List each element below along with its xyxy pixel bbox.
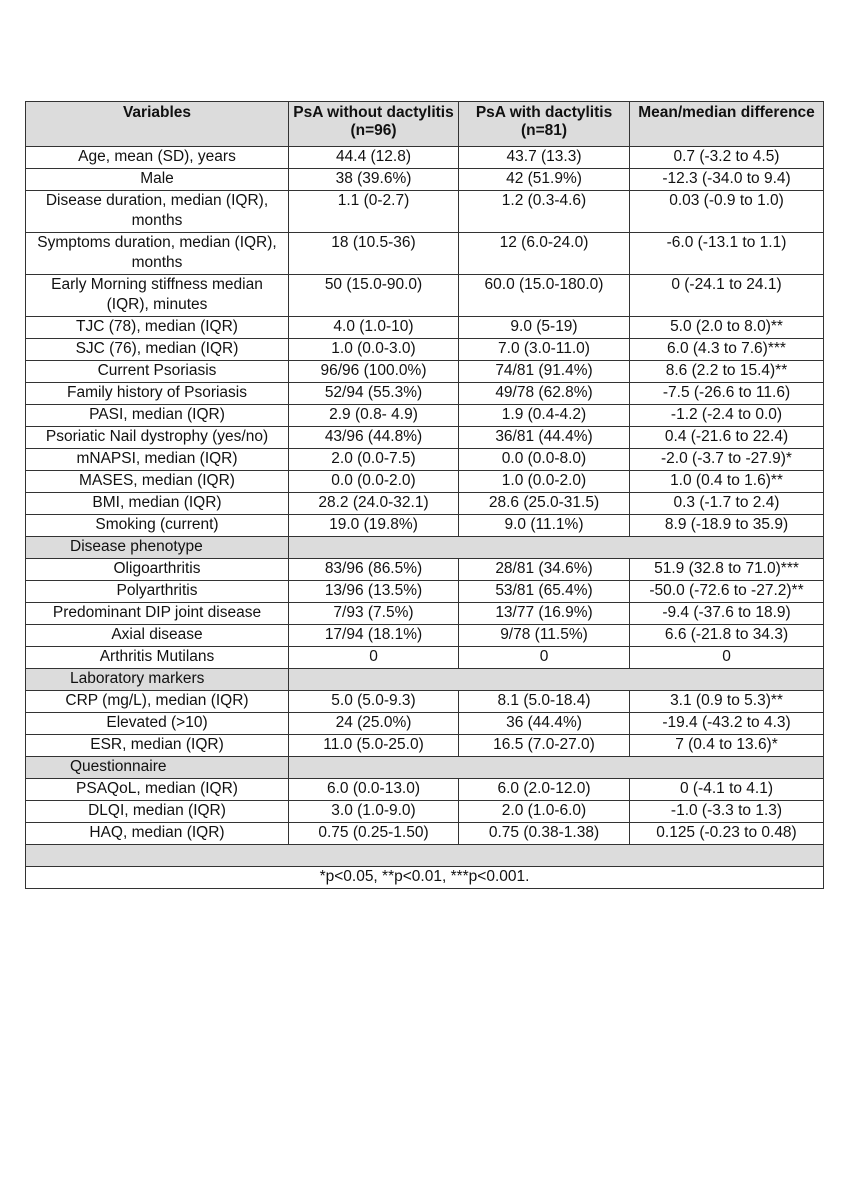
cell-without-dactylitis: 0.0 (0.0-2.0) (289, 471, 459, 493)
table-row (26, 427, 824, 449)
cell-variable: SJC (76), median (IQR) (26, 339, 289, 361)
cell-difference: -12.3 (-34.0 to 9.4) (630, 169, 824, 191)
cell-difference: 0.4 (-21.6 to 22.4) (630, 427, 824, 449)
cell-without-dactylitis: 3.0 (1.0-9.0) (289, 801, 459, 823)
cell-with-dactylitis: 0 (459, 647, 630, 669)
cell-variable: BMI, median (IQR) (26, 493, 289, 515)
cell-with-dactylitis: 28/81 (34.6%) (459, 559, 630, 581)
cell-with-dactylitis: 2.0 (1.0-6.0) (459, 801, 630, 823)
cell-with-dactylitis: 49/78 (62.8%) (459, 383, 630, 405)
cell-with-dactylitis: 16.5 (7.0-27.0) (459, 735, 630, 757)
cell-with-dactylitis: 36 (44.4%) (459, 713, 630, 735)
header-difference: Mean/median difference (630, 102, 824, 147)
cell-difference: 0 (-24.1 to 24.1) (630, 275, 824, 317)
cell-without-dactylitis: 11.0 (5.0-25.0) (289, 735, 459, 757)
cell-with-dactylitis: 36/81 (44.4%) (459, 427, 630, 449)
cell-variable: Early Morning stiffness median (IQR), minutes (26, 275, 289, 317)
cell-variable: Current Psoriasis (26, 361, 289, 383)
cell-without-dactylitis: 52/94 (55.3%) (289, 383, 459, 405)
cell-difference: -2.0 (-3.7 to -27.9)* (630, 449, 824, 471)
cell-without-dactylitis: 0 (289, 647, 459, 669)
table-row (26, 233, 824, 275)
cell-with-dactylitis: 60.0 (15.0-180.0) (459, 275, 630, 317)
cell-variable: Family history of Psoriasis (26, 383, 289, 405)
cell-difference: 0.03 (-0.9 to 1.0) (630, 191, 824, 233)
section-label: Disease phenotype (26, 537, 289, 559)
table-row (26, 449, 824, 471)
cell-without-dactylitis: 4.0 (1.0-10) (289, 317, 459, 339)
cell-without-dactylitis: 17/94 (18.1%) (289, 625, 459, 647)
table-row (26, 383, 824, 405)
cell-with-dactylitis: 0.75 (0.38-1.38) (459, 823, 630, 845)
cell-difference: 0.125 (-0.23 to 0.48) (630, 823, 824, 845)
table-row (26, 471, 824, 493)
cell-variable: PSAQoL, median (IQR) (26, 779, 289, 801)
results-table (25, 101, 824, 889)
table-row (26, 603, 824, 625)
table-row (26, 779, 824, 801)
section-row (26, 537, 824, 559)
cell-difference: -9.4 (-37.6 to 18.9) (630, 603, 824, 625)
table-row (26, 713, 824, 735)
header-without-dactylitis: PsA without dactylitis (n=96) (289, 102, 459, 147)
cell-variable: Disease duration, median (IQR), months (26, 191, 289, 233)
cell-with-dactylitis: 43.7 (13.3) (459, 147, 630, 169)
cell-with-dactylitis: 7.0 (3.0-11.0) (459, 339, 630, 361)
cell-with-dactylitis: 8.1 (5.0-18.4) (459, 691, 630, 713)
cell-variable: Arthritis Mutilans (26, 647, 289, 669)
section-row (26, 757, 824, 779)
cell-variable: HAQ, median (IQR) (26, 823, 289, 845)
section-row (26, 669, 824, 691)
section-label: Questionnaire (26, 757, 289, 779)
cell-with-dactylitis: 6.0 (2.0-12.0) (459, 779, 630, 801)
table-row (26, 735, 824, 757)
cell-without-dactylitis: 2.9 (0.8- 4.9) (289, 405, 459, 427)
cell-with-dactylitis: 53/81 (65.4%) (459, 581, 630, 603)
section-filler (289, 537, 824, 559)
cell-variable: Axial disease (26, 625, 289, 647)
cell-difference: 8.6 (2.2 to 15.4)** (630, 361, 824, 383)
table-header-row (26, 102, 824, 147)
section-filler (289, 669, 824, 691)
table-row (26, 275, 824, 317)
blank-row (26, 845, 824, 867)
cell-without-dactylitis: 1.1 (0-2.7) (289, 191, 459, 233)
cell-difference: -7.5 (-26.6 to 11.6) (630, 383, 824, 405)
table-row (26, 405, 824, 427)
cell-variable: Age, mean (SD), years (26, 147, 289, 169)
cell-variable: CRP (mg/L), median (IQR) (26, 691, 289, 713)
cell-difference: 6.6 (-21.8 to 34.3) (630, 625, 824, 647)
table-row (26, 647, 824, 669)
cell-difference: -50.0 (-72.6 to -27.2)** (630, 581, 824, 603)
cell-without-dactylitis: 5.0 (5.0-9.3) (289, 691, 459, 713)
cell-with-dactylitis: 13/77 (16.9%) (459, 603, 630, 625)
table-row (26, 169, 824, 191)
table-row (26, 691, 824, 713)
cell-with-dactylitis: 28.6 (25.0-31.5) (459, 493, 630, 515)
cell-variable: MASES, median (IQR) (26, 471, 289, 493)
table-row (26, 147, 824, 169)
cell-without-dactylitis: 6.0 (0.0-13.0) (289, 779, 459, 801)
table-row (26, 515, 824, 537)
table-body (26, 147, 824, 889)
cell-variable: mNAPSI, median (IQR) (26, 449, 289, 471)
table-row (26, 493, 824, 515)
cell-variable: Predominant DIP joint disease (26, 603, 289, 625)
cell-without-dactylitis: 7/93 (7.5%) (289, 603, 459, 625)
cell-variable: ESR, median (IQR) (26, 735, 289, 757)
cell-difference: 3.1 (0.9 to 5.3)** (630, 691, 824, 713)
cell-with-dactylitis: 12 (6.0-24.0) (459, 233, 630, 275)
cell-difference: -1.2 (-2.4 to 0.0) (630, 405, 824, 427)
cell-without-dactylitis: 2.0 (0.0-7.5) (289, 449, 459, 471)
cell-with-dactylitis: 74/81 (91.4%) (459, 361, 630, 383)
cell-without-dactylitis: 83/96 (86.5%) (289, 559, 459, 581)
cell-variable: Polyarthritis (26, 581, 289, 603)
section-filler (289, 757, 824, 779)
table-row (26, 191, 824, 233)
header-with-dactylitis: PsA with dactylitis (n=81) (459, 102, 630, 147)
table-row (26, 339, 824, 361)
table-row (26, 625, 824, 647)
cell-variable: TJC (78), median (IQR) (26, 317, 289, 339)
cell-without-dactylitis: 13/96 (13.5%) (289, 581, 459, 603)
table-row (26, 361, 824, 383)
cell-with-dactylitis: 0.0 (0.0-8.0) (459, 449, 630, 471)
cell-without-dactylitis: 1.0 (0.0-3.0) (289, 339, 459, 361)
cell-with-dactylitis: 9.0 (5-19) (459, 317, 630, 339)
cell-difference: -6.0 (-13.1 to 1.1) (630, 233, 824, 275)
cell-difference: 8.9 (-18.9 to 35.9) (630, 515, 824, 537)
blank-cell (26, 845, 824, 867)
cell-variable: Symptoms duration, median (IQR), months (26, 233, 289, 275)
cell-with-dactylitis: 1.2 (0.3-4.6) (459, 191, 630, 233)
cell-without-dactylitis: 96/96 (100.0%) (289, 361, 459, 383)
cell-variable: PASI, median (IQR) (26, 405, 289, 427)
cell-without-dactylitis: 0.75 (0.25-1.50) (289, 823, 459, 845)
cell-without-dactylitis: 38 (39.6%) (289, 169, 459, 191)
table-row (26, 559, 824, 581)
cell-with-dactylitis: 9.0 (11.1%) (459, 515, 630, 537)
cell-difference: 1.0 (0.4 to 1.6)** (630, 471, 824, 493)
table-row (26, 581, 824, 603)
cell-difference: 51.9 (32.8 to 71.0)*** (630, 559, 824, 581)
cell-difference: -1.0 (-3.3 to 1.3) (630, 801, 824, 823)
cell-difference: -19.4 (-43.2 to 4.3) (630, 713, 824, 735)
cell-without-dactylitis: 24 (25.0%) (289, 713, 459, 735)
table-row (26, 317, 824, 339)
cell-without-dactylitis: 50 (15.0-90.0) (289, 275, 459, 317)
cell-with-dactylitis: 9/78 (11.5%) (459, 625, 630, 647)
cell-without-dactylitis: 28.2 (24.0-32.1) (289, 493, 459, 515)
cell-difference: 0 (-4.1 to 4.1) (630, 779, 824, 801)
cell-variable: DLQI, median (IQR) (26, 801, 289, 823)
cell-with-dactylitis: 1.0 (0.0-2.0) (459, 471, 630, 493)
cell-variable: Psoriatic Nail dystrophy (yes/no) (26, 427, 289, 449)
cell-with-dactylitis: 42 (51.9%) (459, 169, 630, 191)
cell-without-dactylitis: 18 (10.5-36) (289, 233, 459, 275)
cell-variable: Smoking (current) (26, 515, 289, 537)
cell-difference: 6.0 (4.3 to 7.6)*** (630, 339, 824, 361)
table-row (26, 823, 824, 845)
cell-difference: 0 (630, 647, 824, 669)
cell-without-dactylitis: 43/96 (44.8%) (289, 427, 459, 449)
cell-difference: 5.0 (2.0 to 8.0)** (630, 317, 824, 339)
header-variables: Variables (26, 102, 289, 147)
cell-without-dactylitis: 44.4 (12.8) (289, 147, 459, 169)
cell-variable: Male (26, 169, 289, 191)
table-row (26, 801, 824, 823)
section-label: Laboratory markers (26, 669, 289, 691)
cell-difference: 0.7 (-3.2 to 4.5) (630, 147, 824, 169)
cell-difference: 0.3 (-1.7 to 2.4) (630, 493, 824, 515)
cell-variable: Oligoarthritis (26, 559, 289, 581)
cell-difference: 7 (0.4 to 13.6)* (630, 735, 824, 757)
footnote-row (26, 867, 824, 889)
cell-with-dactylitis: 1.9 (0.4-4.2) (459, 405, 630, 427)
footnote: *p<0.05, **p<0.01, ***p<0.001. (26, 867, 824, 889)
cell-without-dactylitis: 19.0 (19.8%) (289, 515, 459, 537)
cell-variable: Elevated (>10) (26, 713, 289, 735)
